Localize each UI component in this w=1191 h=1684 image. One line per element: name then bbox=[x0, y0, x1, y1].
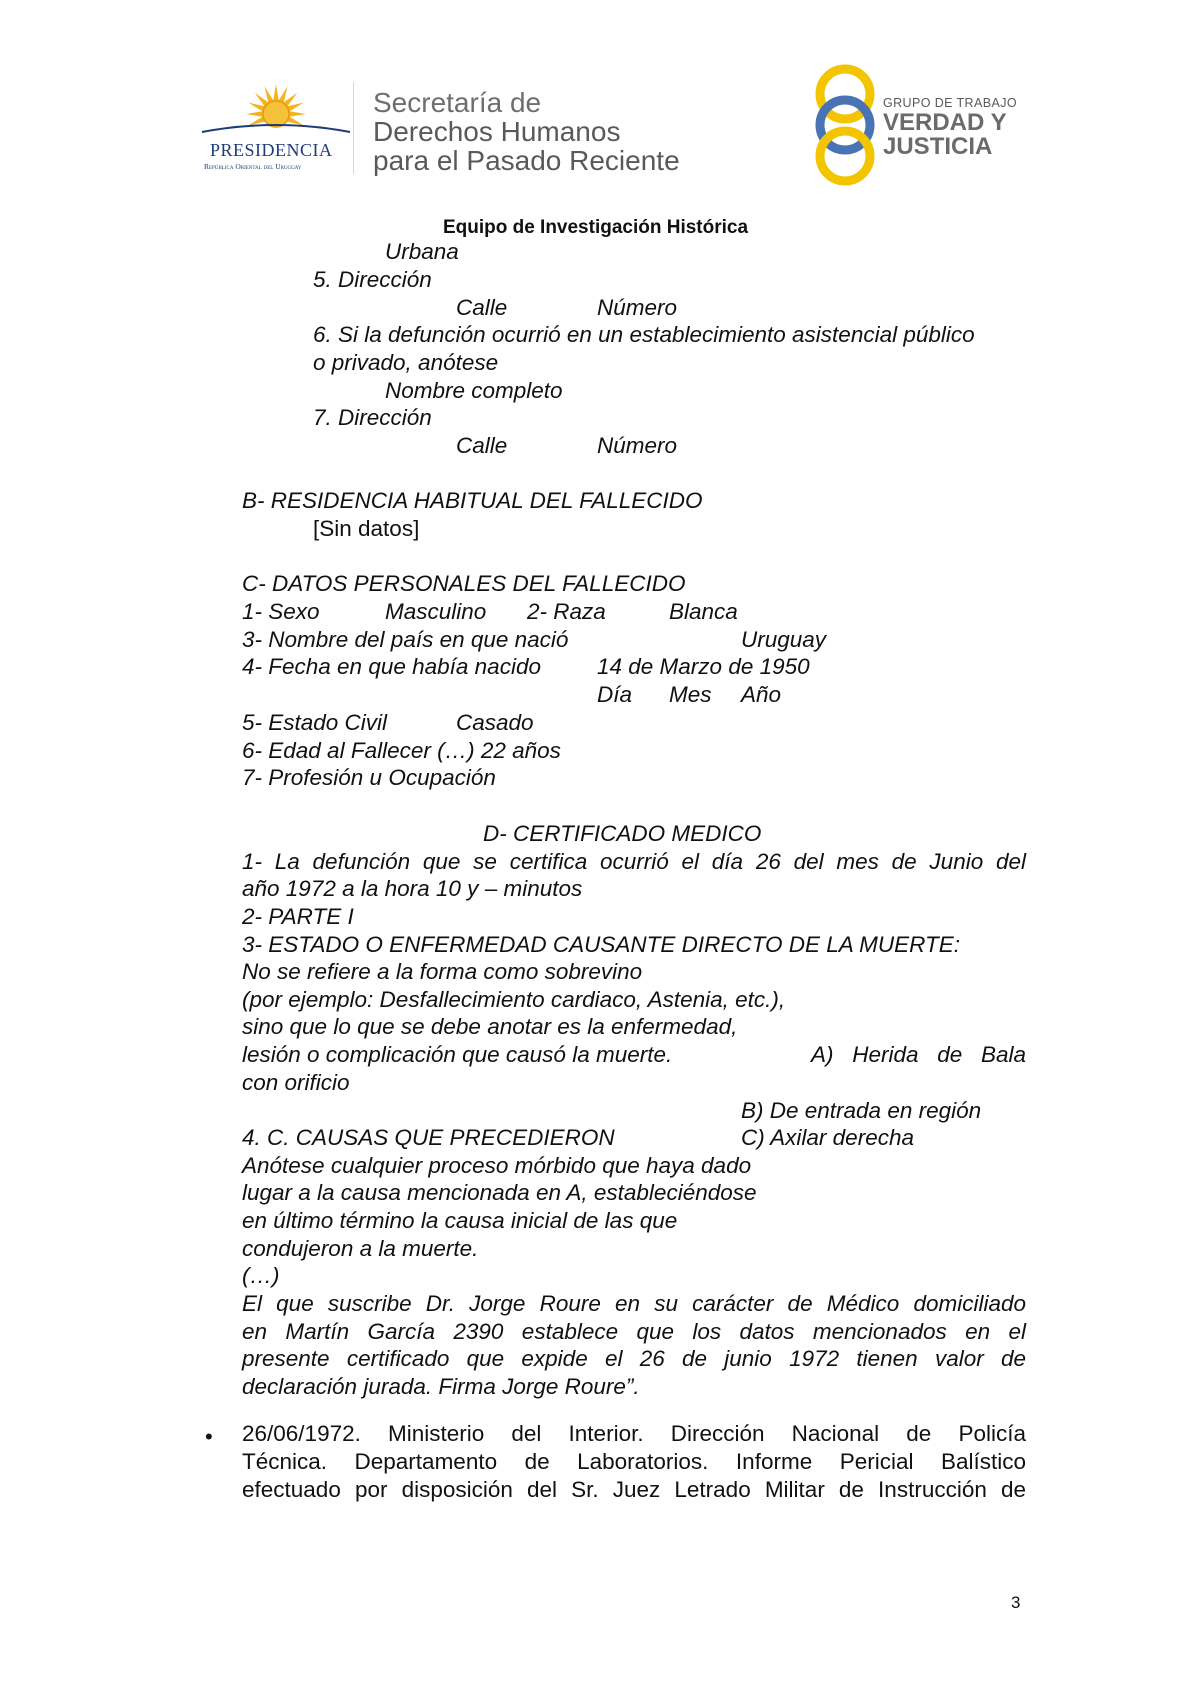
closing-line3: presente certificado que expide el 26 de junio 1972 tienen valor de bbox=[242, 1346, 1026, 1371]
item6-line1: 6. Si la defunción ocurrió en un establecimiento asistencial público bbox=[313, 322, 975, 347]
bullet-line3: efectuado por disposición del Sr. Juez Letrado Militar de Instrucción de bbox=[242, 1477, 1026, 1502]
page-number: 3 bbox=[1011, 1593, 1021, 1612]
d-item2: 2- PARTE I bbox=[242, 904, 354, 929]
section-d-title: D- CERTIFICADO MEDICO bbox=[483, 821, 762, 846]
ellipsis: (…) bbox=[242, 1263, 280, 1288]
estado-civil-value: Casado bbox=[456, 710, 534, 735]
cause-a: A) Herida de Bala bbox=[811, 1042, 1026, 1067]
grupo-line2: VERDAD Y bbox=[883, 109, 1007, 136]
header-divider bbox=[353, 82, 354, 174]
secretaria-logo-text bbox=[373, 88, 680, 175]
calle-label-2: Calle bbox=[456, 433, 508, 458]
closing-line1: El que suscribe Dr. Jorge Roure en su carácter de Médico domiciliado bbox=[242, 1291, 1026, 1316]
d-item1-line1: 1- La defunción que se certifica ocurrió el día 26 del mes de Junio del bbox=[242, 849, 1026, 874]
section-b-value: [Sin datos] bbox=[313, 516, 420, 541]
presidencia-logo bbox=[196, 82, 356, 172]
presidencia-subtitle: República Oriental del Uruguay bbox=[204, 162, 302, 171]
numero-label-1: Número bbox=[597, 295, 678, 320]
d-item4-line3: en último término la causa inicial de las que bbox=[242, 1208, 678, 1233]
d-item1-line2: año 1972 a la hora 10 y – minutos bbox=[242, 876, 583, 901]
d-item3-line1: No se refiere a la forma como sobrevino bbox=[242, 959, 643, 984]
d-item4-title: 4. C. CAUSAS QUE PRECEDIERON bbox=[242, 1125, 615, 1150]
grupo-line3: JUSTICIA bbox=[883, 133, 993, 160]
bullet-line1: 26/06/1972. Ministerio del Interior. Dirección Nacional de Policía bbox=[242, 1421, 1026, 1446]
edad-line: 6- Edad al Fallecer (…) 22 años bbox=[242, 738, 561, 763]
d-item3-line3: sino que lo que se debe anotar es la enfermedad, bbox=[242, 1014, 738, 1039]
section-c-title: C- DATOS PERSONALES DEL FALLECIDO bbox=[242, 571, 686, 596]
linked-rings-icon bbox=[810, 60, 880, 190]
secretaria-line3: para el Pasado Reciente bbox=[373, 145, 680, 176]
estado-civil-label: 5- Estado Civil bbox=[242, 710, 388, 735]
urbana: Urbana bbox=[385, 239, 459, 264]
presidencia-title: PRESIDENCIA bbox=[210, 140, 333, 160]
d-item3-title: 3- ESTADO O ENFERMEDAD CAUSANTE DIRECTO DE LA MUERTE: bbox=[242, 932, 961, 957]
d-item4-line2: lugar a la causa mencionada en A, estableciéndose bbox=[242, 1180, 757, 1205]
grupo-line1: GRUPO DE TRABAJO bbox=[883, 96, 1017, 110]
item5-direccion: 5. Dirección bbox=[313, 267, 432, 292]
cause-b: B) De entrada en región bbox=[741, 1098, 982, 1123]
closing-line2: en Martín García 2390 establece que los datos mencionados en el bbox=[242, 1319, 1026, 1344]
raza-label: 2- Raza bbox=[527, 599, 606, 624]
item7-direccion: 7. Dirección bbox=[313, 405, 432, 430]
nombre-completo: Nombre completo bbox=[385, 378, 563, 403]
item6-line2: o privado, anótese bbox=[313, 350, 499, 375]
mes-label: Mes bbox=[669, 682, 712, 707]
cause-c: C) Axilar derecha bbox=[741, 1125, 914, 1150]
d-item3-line2: (por ejemplo: Desfallecimiento cardiaco, Astenia, etc.), bbox=[242, 987, 786, 1012]
raza-value: Blanca bbox=[669, 599, 738, 624]
pais-label: 3- Nombre del país en que nació bbox=[242, 627, 569, 652]
d-item3-line4: lesión o complicación que causó la muerte. bbox=[242, 1042, 673, 1067]
sexo-label: 1- Sexo bbox=[242, 599, 320, 624]
closing-line4: declaración jurada. Firma Jorge Roure”. bbox=[242, 1374, 640, 1399]
fecha-label: 4- Fecha en que había nacido bbox=[242, 654, 541, 679]
profesion-line: 7- Profesión u Ocupación bbox=[242, 765, 496, 790]
sexo-value: Masculino bbox=[385, 599, 487, 624]
secretaria-line1: Secretaría de bbox=[373, 87, 542, 118]
bullet-line2: Técnica. Departamento de Laboratorios. Informe Pericial Balístico bbox=[242, 1449, 1026, 1474]
team-heading: Equipo de Investigación Histórica bbox=[442, 217, 749, 238]
numero-label-2: Número bbox=[597, 433, 678, 458]
d-item4-line4: condujeron a la muerte. bbox=[242, 1236, 479, 1261]
bullet-marker: • bbox=[205, 1424, 213, 1449]
grupo-verdad-justicia-logo bbox=[810, 60, 1025, 190]
calle-label-1: Calle bbox=[456, 295, 508, 320]
section-b-title: B- RESIDENCIA HABITUAL DEL FALLECIDO bbox=[242, 488, 703, 513]
anio-label: Año bbox=[741, 682, 782, 707]
d-item4-line1: Anótese cualquier proceso mórbido que haya dado bbox=[242, 1153, 752, 1178]
fecha-value: 14 de Marzo de 1950 bbox=[597, 654, 810, 679]
pais-value: Uruguay bbox=[741, 627, 827, 652]
cause-a-continued: con orificio bbox=[242, 1070, 350, 1095]
secretaria-line2: Derechos Humanos bbox=[373, 116, 621, 147]
dia-label: Día bbox=[597, 682, 633, 707]
